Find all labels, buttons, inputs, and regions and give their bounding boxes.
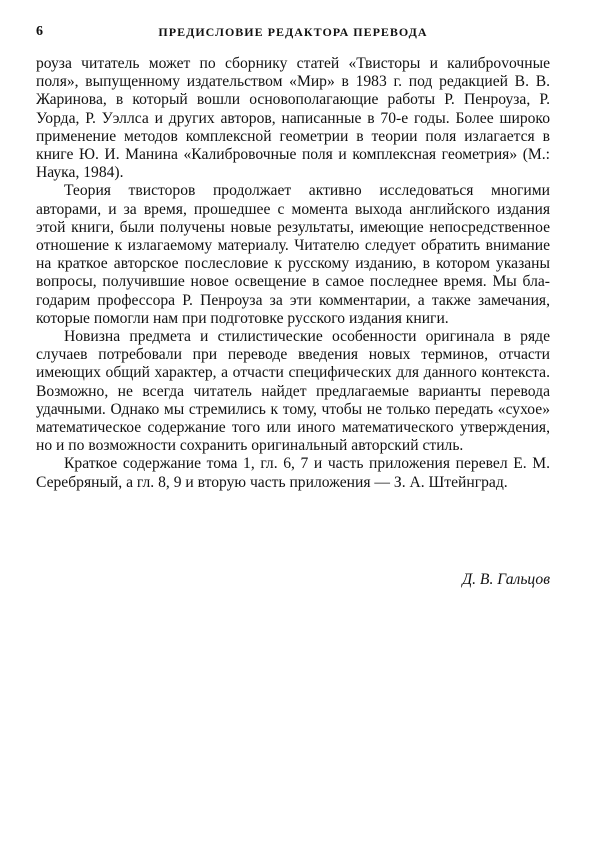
paragraph-twistor-theory: Теория твисторов продолжает активно исследоваться многими авторами, и за время, прошедшее с момента выхода английского издания этой книги, были получены новые результаты, имеющие непосредственное отношение к излагаемому материалу. Читателю следует обратить внимание на краткое авторское послесловие к русскому изданию, в котором указаны вопросы, получившие новое освещение в самое последнее время. Мы благодарим профессора Р. Пенроуза за эти комментарии, а также замечания, которые помогли нам при подготовке русского издания книги. <box>36 182 550 327</box>
paragraph-continued: роуза читатель может по сборнику статей «Твисторы и калиброvочные поля», выпущенному издательством «Мир» в 1983 г. под редакцией В. В. Жаринова, в который вошли основополагающие работы Р. Пенроуза, Р. Уорда, Р. Уэллса и других авторов, написанные в 70-е годы. Более широко применение методов комплексной геометрии в теории поля излагается в книге Ю. И. Манина «Калибровочные поля и комплексная геометрия» (М.: Наука, 1984). <box>36 55 550 182</box>
body-text <box>36 55 550 492</box>
page-header <box>36 24 550 44</box>
editor-signature: Д. В. Гальцов <box>462 571 550 588</box>
paragraph-translators: Краткое содержание тома 1, гл. 6, 7 и часть приложения перевел Е. М. Серебряный, а гл. 8, 9 и вторую часть приложения — З. А. Штейнград. <box>36 455 550 491</box>
page-number: 6 <box>36 24 43 39</box>
running-title: ПРЕДИСЛОВИЕ РЕДАКТОРА ПЕРЕВОДА <box>158 25 428 39</box>
paragraph-translation-notes: Новизна предмета и стилистические особенности оригинала в ряде случаев потребовали при переводе введения новых терминов, отчасти имеющих общий характер, а отчасти специфических для данного контекста. Возможно, не всегда читатель найдет предлагаемые варианты перевода удачными. Однако мы стремились к тому, чтобы не только передать «сухое» математическое содержание того или иного математического утверждения, но и по возможности сохранить оригинальный авторский стиль. <box>36 328 550 455</box>
